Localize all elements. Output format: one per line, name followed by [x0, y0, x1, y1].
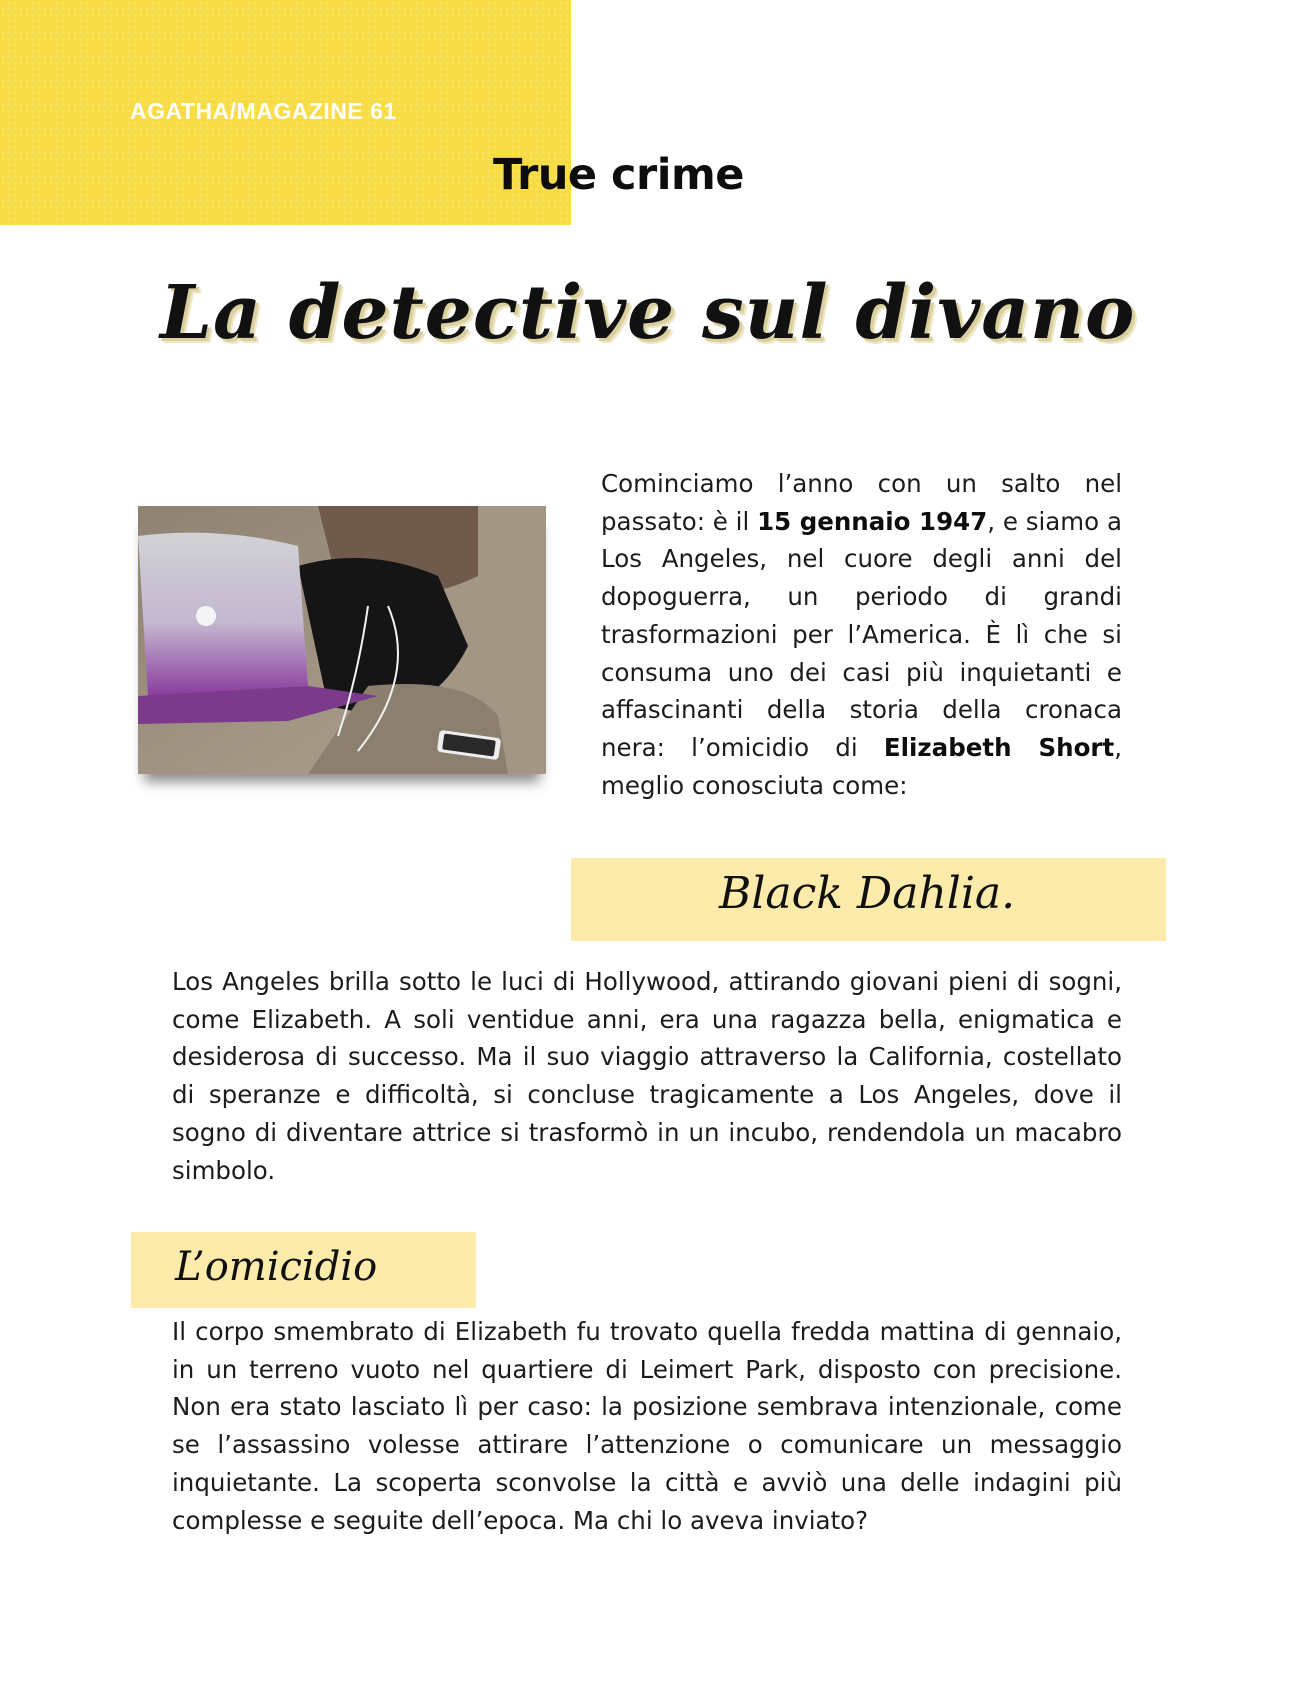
omicidio-heading: L’omicidio — [175, 1244, 378, 1290]
omicidio-banner — [131, 1232, 476, 1308]
article-photo — [138, 506, 546, 774]
section-title: True crime — [493, 150, 744, 200]
intro-paragraph: Cominciamo l’anno con un salto nel passato: è il 15 gennaio 1947, e siamo a Los Angeles, nel cuore degli anni del dopoguerra, un periodo di grandi trasformazioni per l’America. È lì che si consuma uno dei casi più inquietanti e affascinanti della storia della cronaca nera: l’omicidio di Elizabeth Short, meglio conosciuta come: — [601, 469, 1123, 800]
date-emphasis: 15 gennaio 1947 — [757, 506, 988, 536]
black-dahlia-heading: Black Dahlia. — [719, 868, 1016, 919]
article-title: La detective sul divano — [160, 270, 1136, 356]
magazine-label: AGATHA/MAGAZINE 61 — [130, 98, 397, 124]
black-dahlia-banner — [571, 858, 1166, 941]
body-paragraph-2: Il corpo smembrato di Elizabeth fu trovato quella fredda mattina di gennaio, in un terreno vuoto nel quartiere di Leimert Park, disposto con precisione. Non era stato lasciato lì per caso: la posizione sembrava intenzionale, come se l’assassino volesse attirare l’attenzione o comunicare un messaggio inquietante. La scoperta sconvolse la città e avviò una delle indagini più complesse e seguite dell’epoca. Ma chi lo aveva inviato? — [172, 1317, 1122, 1535]
name-emphasis: Elizabeth Short — [883, 732, 1115, 762]
body-paragraph-1: Los Angeles brilla sotto le luci di Hollywood, attirando giovani pieni di sogni, come Elizabeth. A soli ventidue anni, era una ragazza bella, enigmatica e desiderosa di successo. Ma il suo viaggio attraverso la California, costellato di speranze e difficoltà, si concluse tragicamente a Los Angeles, dove il sogno di diventare attrice si trasformò in un incubo, rendendola un macabro simbolo. — [172, 967, 1122, 1185]
